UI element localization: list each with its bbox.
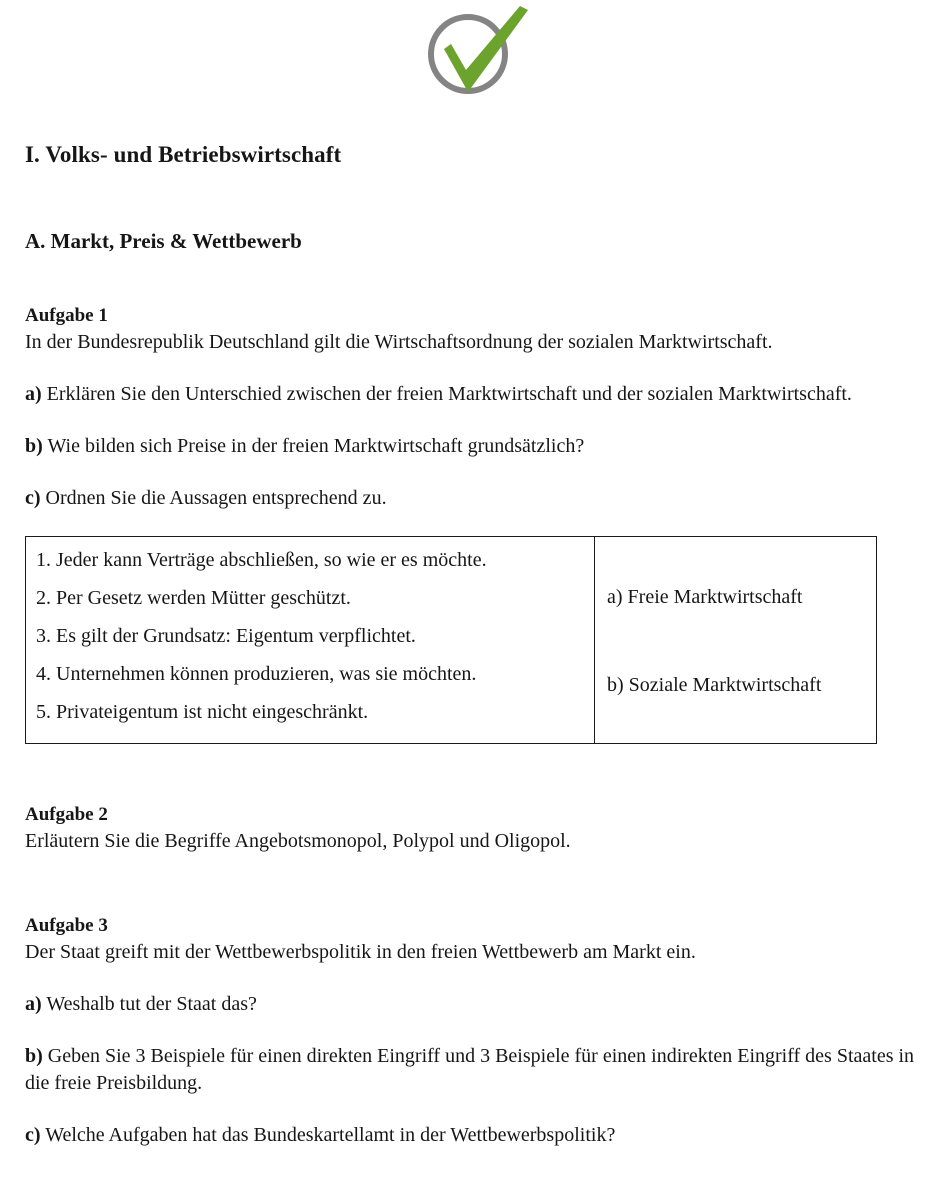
table-row: 2. Per Gesetz werden Mütter geschützt.	[36, 587, 351, 609]
green-check-circle-logo	[424, 4, 534, 100]
matching-table	[25, 536, 877, 744]
section-subtitle: A. Markt, Preis & Wettbewerb	[25, 229, 302, 253]
subitem-text-c: Ordnen Sie die Aussagen entsprechend zu.	[45, 487, 387, 509]
task-intro-1: In der Bundesrepublik Deutschland gilt die Wirtschaftsordnung der sozialen Marktwirtschaft.	[25, 331, 773, 353]
task-label-1: Aufgabe 1	[25, 305, 108, 326]
table-row: 1. Jeder kann Verträge abschließen, so wie er es möchte.	[36, 549, 487, 571]
matching-table-options-column	[595, 537, 876, 743]
table-row: 3. Es gilt der Grundsatz: Eigentum verpflichtet.	[36, 625, 416, 647]
table-row: 4. Unternehmen können produzieren, was sie möchten.	[36, 663, 477, 685]
subitem-marker-a: a)	[25, 383, 42, 405]
task-3-subitem-a	[25, 991, 920, 1018]
subitem-text-a: Erklären Sie den Unterschied zwischen der freien Marktwirtschaft und der sozialen Marktwirtschaft.	[46, 383, 852, 405]
subitem-marker-c: c)	[25, 1124, 41, 1146]
subitem-marker-a: a)	[25, 993, 42, 1015]
subitem-text-c: Welche Aufgaben hat das Bundeskartellamt in der Wettbewerbspolitik?	[45, 1124, 616, 1146]
task-intro-3: Der Staat greift mit der Wettbewerbspolitik in den freien Wettbewerb am Markt ein.	[25, 941, 696, 963]
table-row: b) Soziale Marktwirtschaft	[607, 673, 822, 696]
table-row: 5. Privateigentum ist nicht eingeschränkt.	[36, 701, 369, 723]
subitem-text-b: Wie bilden sich Preise in der freien Marktwirtschaft grundsätzlich?	[47, 435, 585, 457]
check-circle-icon	[424, 4, 534, 100]
task-1-subitem-c	[25, 485, 920, 512]
page-title: I. Volks- und Betriebswirtschaft	[25, 142, 342, 167]
matching-table-statements-column	[26, 537, 595, 743]
task-3-subitem-b	[25, 1043, 920, 1097]
document-body	[25, 140, 925, 1149]
subitem-marker-b: b)	[25, 435, 43, 457]
task-intro-2: Erläutern Sie die Begriffe Angebotsmonopol, Polypol und Oligopol.	[25, 830, 571, 852]
task-label-3: Aufgabe 3	[25, 915, 108, 936]
task-block-1	[25, 303, 925, 744]
task-block-3	[25, 913, 925, 1149]
subitem-marker-c: c)	[25, 487, 41, 509]
task-3-subitem-c	[25, 1122, 920, 1149]
task-label-2: Aufgabe 2	[25, 804, 108, 825]
table-row: a) Freie Marktwirtschaft	[607, 585, 803, 608]
task-block-2	[25, 802, 925, 855]
task-1-subitem-a	[25, 381, 920, 408]
subitem-marker-b: b)	[25, 1045, 43, 1067]
task-1-subitem-b	[25, 433, 920, 460]
subitem-text-a: Weshalb tut der Staat das?	[46, 993, 257, 1015]
subitem-text-b: Geben Sie 3 Beispiele für einen direkten Eingriff und 3 Beispiele für einen indirekten Eingriff des Staates in die freie Preisbildung.	[25, 1045, 915, 1094]
